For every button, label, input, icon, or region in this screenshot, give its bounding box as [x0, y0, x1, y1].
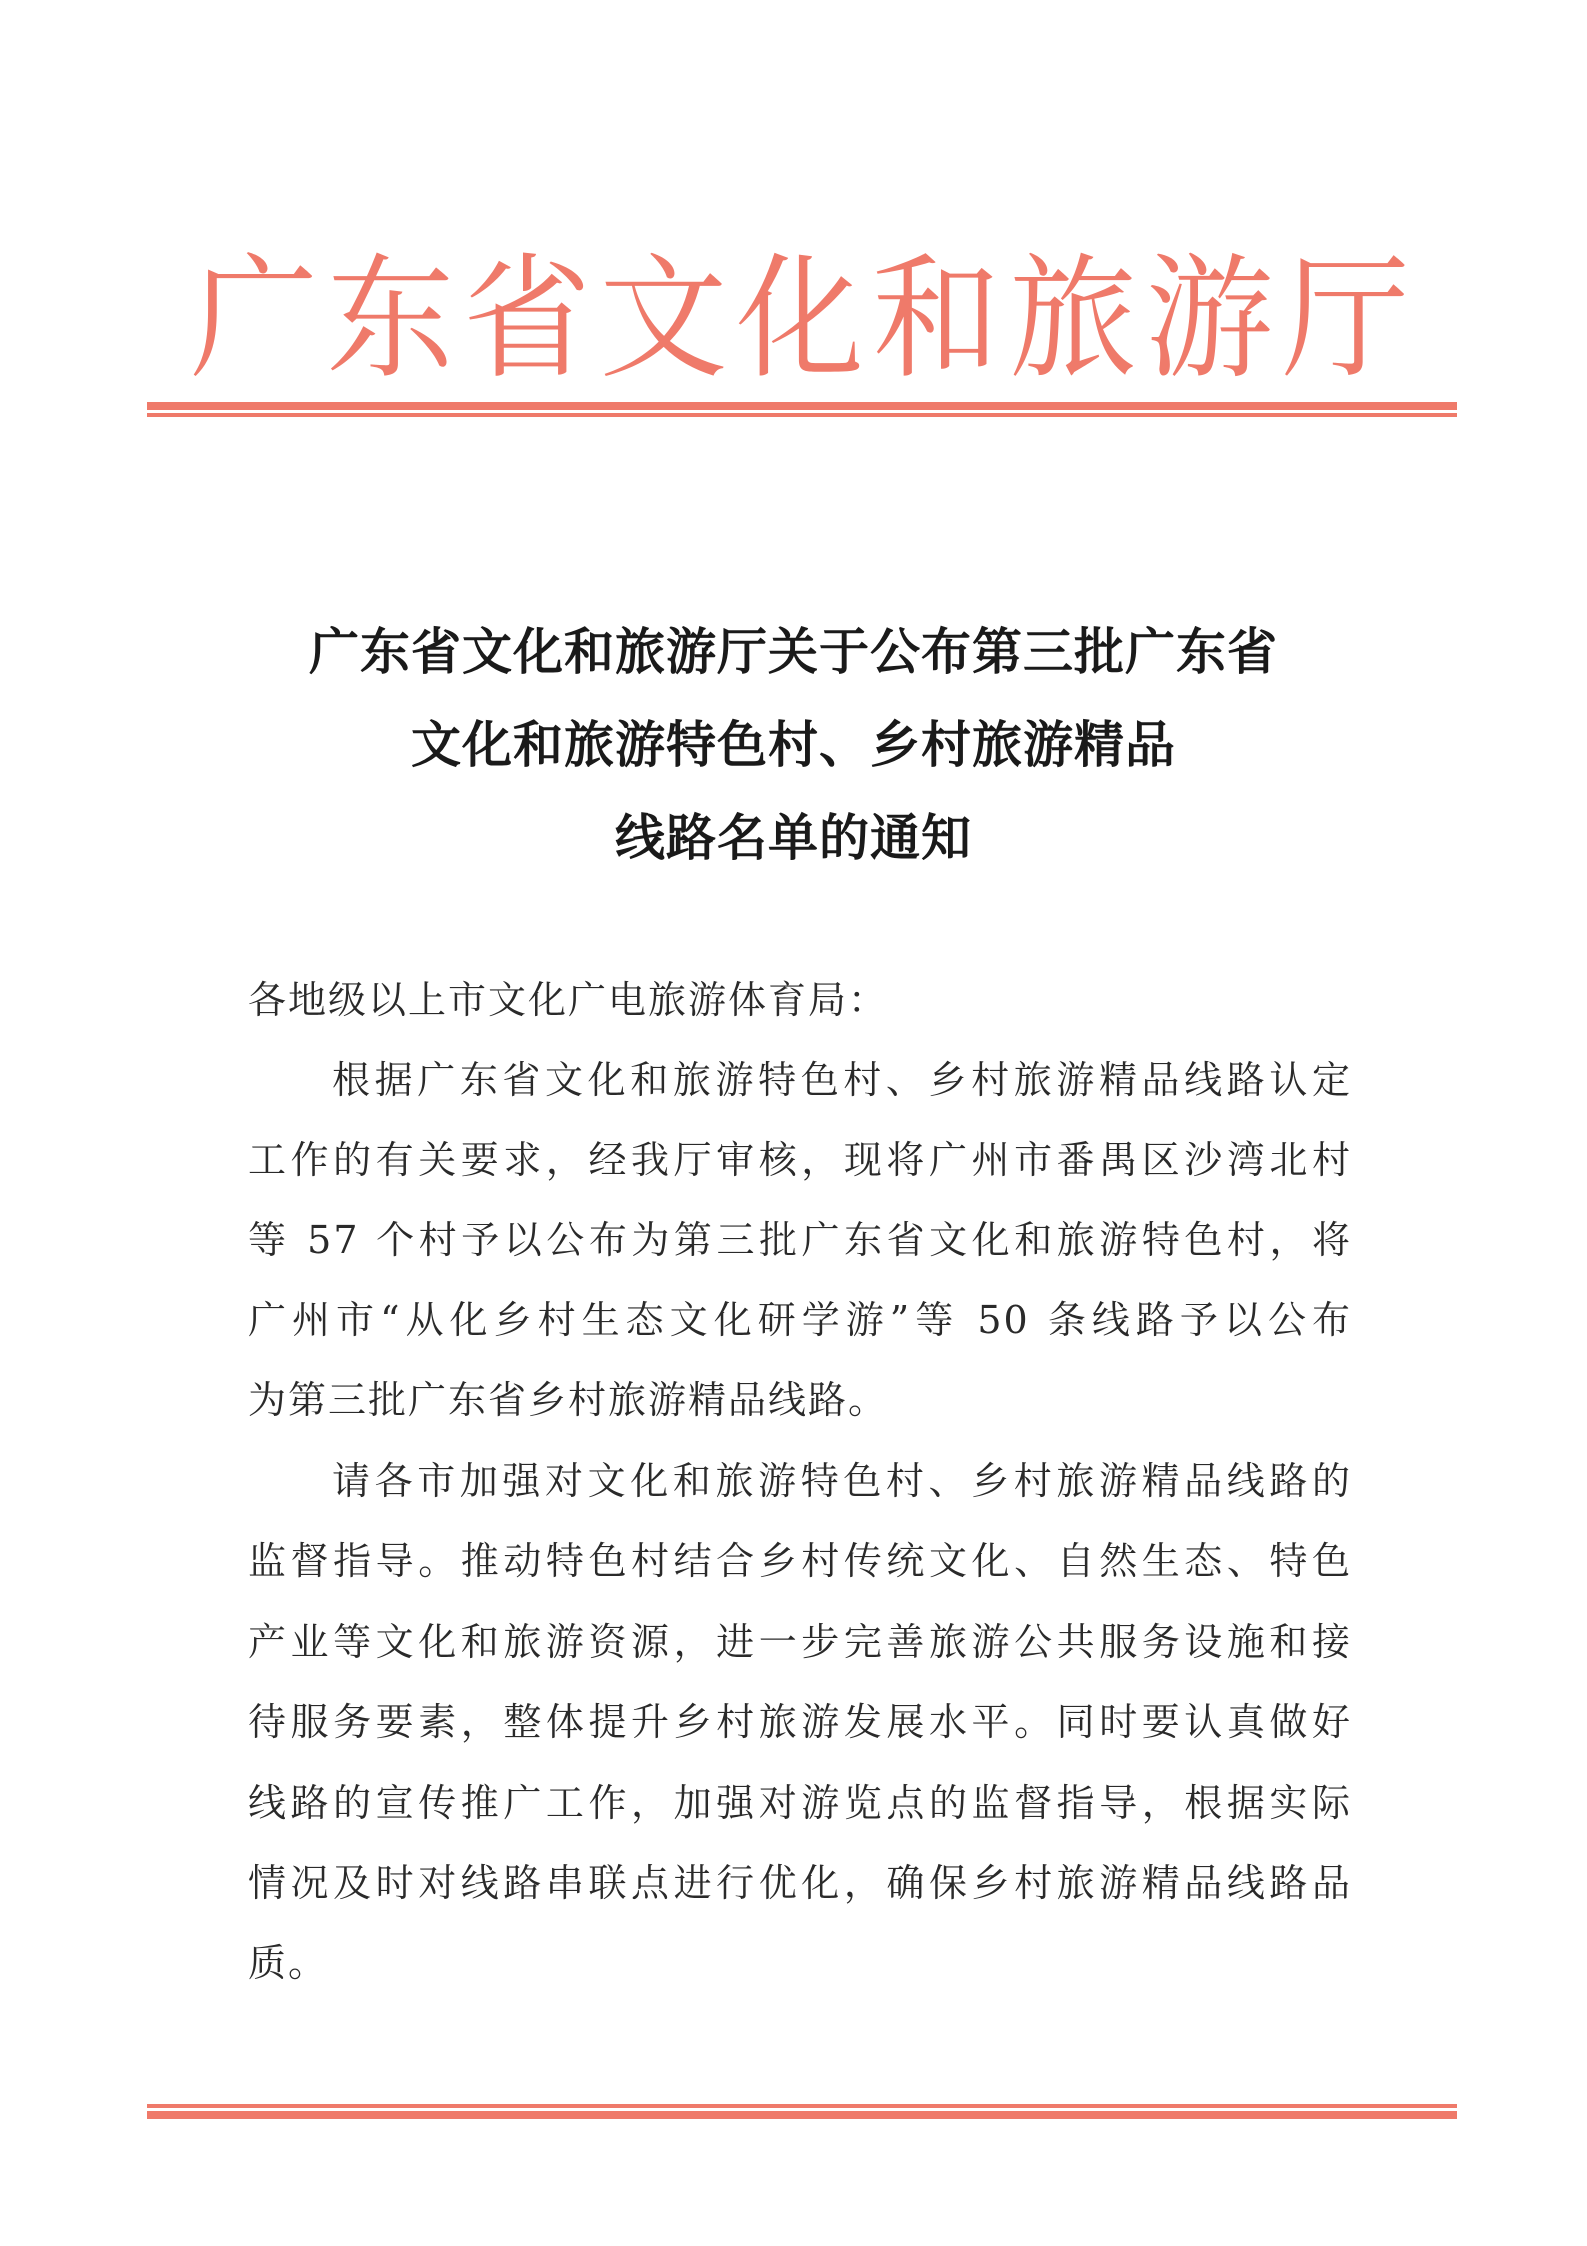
- header-rule-thin: [147, 413, 1457, 417]
- document-title-line: 线路名单的通知: [615, 808, 972, 867]
- org-char: 厅: [1281, 241, 1410, 398]
- org-char: 和: [872, 241, 1001, 398]
- paragraph-line: 根据广东省文化和旅游特色村、乡村旅游精品线路认定: [332, 1058, 1352, 1102]
- org-char: 化: [735, 241, 864, 398]
- document-title-line: 文化和旅游特色村、乡村旅游精品: [411, 715, 1176, 774]
- paragraph-line: 待服务要素，整体提升乡村旅游发展水平。同时要认真做好: [248, 1700, 1352, 1744]
- org-char: 东: [326, 241, 455, 398]
- org-char: 游: [1145, 241, 1274, 398]
- document-title-line: 广东省文化和旅游厅关于公布第三批广东省: [309, 622, 1278, 681]
- paragraph-line: 广州市“从化乡村生态文化研学游”等 50 条线路予以公布: [248, 1298, 1352, 1342]
- paragraph-line: 请各市加强对文化和旅游特色村、乡村旅游精品线路的: [332, 1459, 1352, 1503]
- paragraph-line: 质。: [248, 1941, 329, 1985]
- salutation: 各地级以上市文化广电旅游体育局：: [248, 978, 889, 1022]
- paragraph-line: 为第三批广东省乡村旅游精品线路。: [248, 1378, 889, 1422]
- paragraph-line: 监督指导。推动特色村结合乡村传统文化、自然生态、特色: [248, 1539, 1352, 1583]
- paragraph-line: 工作的有关要求，经我厅审核，现将广州市番禺区沙湾北村: [248, 1138, 1352, 1182]
- paragraph-line: 情况及时对线路串联点进行优化，确保乡村旅游精品线路品: [248, 1861, 1352, 1905]
- paragraph-line: 线路的宣传推广工作，加强对游览点的监督指导，根据实际: [248, 1781, 1352, 1825]
- org-char: 广: [190, 241, 319, 398]
- header-rule-thick: [147, 402, 1457, 410]
- footer-rule-thin: [147, 2104, 1457, 2108]
- paragraph-line: 产业等文化和旅游资源，进一步完善旅游公共服务设施和接: [248, 1620, 1352, 1664]
- org-char: 文: [599, 241, 728, 398]
- letterhead-org-name: [190, 241, 1410, 398]
- footer-rule-thick: [147, 2111, 1457, 2119]
- org-char: 省: [462, 241, 591, 398]
- org-char: 旅: [1008, 241, 1137, 398]
- paragraph-line: 等 57 个村予以公布为第三批广东省文化和旅游特色村，将: [248, 1218, 1352, 1262]
